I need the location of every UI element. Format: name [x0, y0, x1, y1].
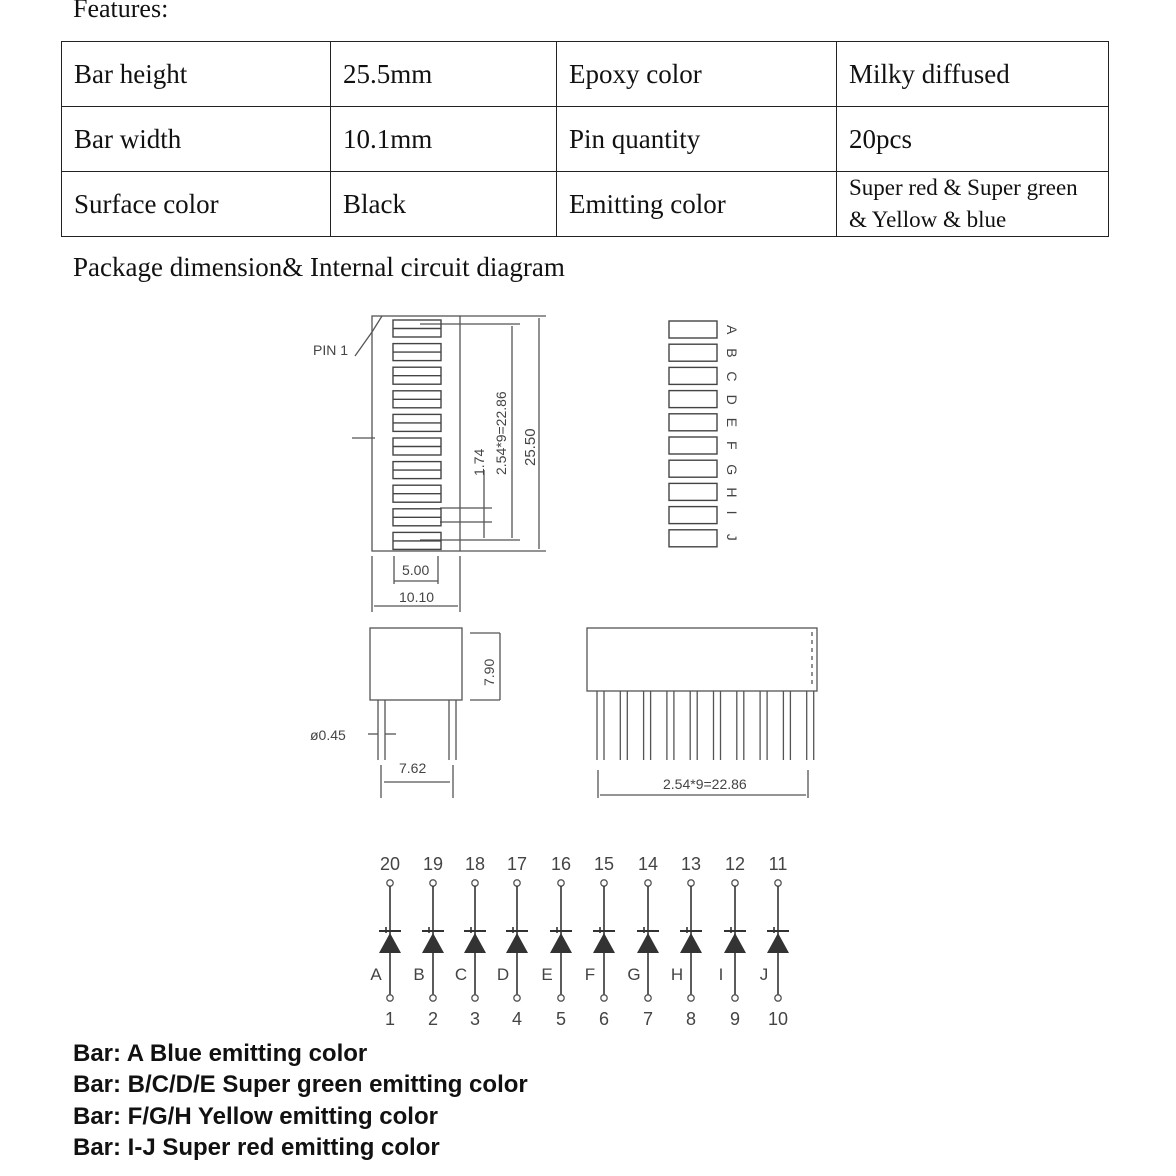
spec-label: Bar width	[62, 107, 331, 172]
led-diode-symbol	[637, 933, 659, 953]
segment-bar	[669, 344, 717, 361]
bottom-pin-number: 8	[685, 1009, 697, 1029]
bottom-pin-number: 4	[511, 1009, 523, 1029]
segment-letter: I	[724, 510, 740, 515]
pin-terminal	[601, 880, 607, 886]
led-diode-symbol	[593, 933, 615, 953]
spec-value-line2: & Yellow & blue	[849, 207, 1007, 232]
dim-row-spacing: 7.62	[399, 760, 427, 776]
pin-terminal	[601, 995, 607, 1001]
pin1-label: PIN 1	[313, 342, 349, 358]
pin-terminal	[558, 880, 564, 886]
bottom-pin-number: 1	[384, 1009, 396, 1029]
segment-bar	[669, 507, 717, 524]
spec-value: Super red & Super green & Yellow & blue	[837, 172, 1109, 237]
bottom-pin-number: 2	[427, 1009, 439, 1029]
bar-note: Bar: B/C/D/E Super green emitting color	[73, 1071, 528, 1098]
top-pin-number: 19	[422, 854, 444, 874]
segment-bar	[669, 437, 717, 454]
segment-letter: D	[724, 394, 740, 405]
top-pin-number: 15	[593, 854, 615, 874]
spec-label: Surface color	[62, 172, 331, 237]
top-pin-number: 20	[379, 854, 401, 874]
led-diode-symbol	[506, 933, 528, 953]
spec-value: 10.1mm	[331, 107, 557, 172]
dim-height: 25.50	[522, 428, 539, 466]
dim-depth: 7.90	[481, 658, 497, 686]
bottom-pin-number: 7	[642, 1009, 654, 1029]
led-diode-symbol	[767, 933, 789, 953]
pin-terminal	[558, 995, 564, 1001]
segment-letter: G	[724, 464, 740, 476]
dim-segment: 1.74	[471, 448, 487, 476]
pin-terminal	[732, 880, 738, 886]
pin-terminal	[732, 995, 738, 1001]
segment-bar	[669, 367, 717, 384]
segment-letter: J	[724, 533, 740, 541]
spec-value: 25.5mm	[331, 42, 557, 107]
circuit-letter: F	[584, 965, 596, 984]
circuit-letter: G	[627, 965, 641, 984]
segment-bar	[669, 460, 717, 477]
dim-pitch-vertical: 2.54*9=22.86	[493, 391, 509, 475]
dim-pitch-horizontal: 2.54*9=22.86	[663, 776, 747, 792]
pin-terminal	[645, 995, 651, 1001]
circuit-letter: D	[496, 965, 510, 984]
segment-bar	[669, 483, 717, 500]
bottom-pin-number: 10	[767, 1009, 789, 1029]
led-diode-symbol	[379, 933, 401, 953]
pin-terminal	[387, 880, 393, 886]
circuit-letter: C	[454, 965, 468, 984]
side-body-outline	[370, 628, 462, 700]
pin-terminal	[472, 880, 478, 886]
circuit-letter: H	[670, 965, 684, 984]
top-pin-number: 17	[506, 854, 528, 874]
pin-terminal	[514, 880, 520, 886]
segment-letter: A	[724, 325, 740, 335]
spec-label: Emitting color	[557, 172, 837, 237]
pin-terminal	[472, 995, 478, 1001]
spec-label: Epoxy color	[557, 42, 837, 107]
top-pin-number: 12	[724, 854, 746, 874]
led-diode-symbol	[464, 933, 486, 953]
circuit-letter: B	[413, 965, 425, 984]
circuit-letter: E	[541, 965, 553, 984]
top-pin-number: 13	[680, 854, 702, 874]
bottom-pin-number: 3	[469, 1009, 481, 1029]
bar-note: Bar: I-J Super red emitting color	[73, 1134, 440, 1161]
dim-inner-width: 5.00	[402, 562, 430, 578]
circuit-letter: I	[718, 965, 724, 984]
led-diode-symbol	[550, 933, 572, 953]
segment-bar	[669, 391, 717, 408]
spec-label: Bar height	[62, 42, 331, 107]
circuit-diagram	[370, 854, 789, 1029]
led-diode-symbol	[724, 933, 746, 953]
pin-terminal	[430, 880, 436, 886]
bottom-pin-number: 5	[555, 1009, 567, 1029]
bar-note: Bar: A Blue emitting color	[73, 1040, 368, 1067]
top-pin-number: 16	[550, 854, 572, 874]
package-heading: Package dimension& Internal circuit diagram	[73, 252, 565, 282]
circuit-letter: J	[759, 965, 769, 984]
dim-outer-width: 10.10	[399, 589, 435, 605]
front-segment-group	[393, 320, 441, 549]
segment-bar	[669, 414, 717, 431]
front-body-outline	[372, 316, 460, 551]
circuit-letter: A	[370, 965, 382, 984]
segment-letter: B	[724, 348, 740, 358]
spec-label: Pin quantity	[557, 107, 837, 172]
spec-value: Black	[331, 172, 557, 237]
spec-value: Milky diffused	[837, 42, 1109, 107]
dim-pin-diameter: ø0.45	[310, 727, 346, 743]
top-pin-number: 11	[768, 854, 788, 874]
segment-letter: F	[724, 441, 740, 450]
led-diode-symbol	[422, 933, 444, 953]
bar-note: Bar: F/G/H Yellow emitting color	[73, 1103, 438, 1130]
bottom-body-outline	[587, 628, 817, 691]
right-segment-group	[669, 321, 740, 547]
pin-terminal	[775, 995, 781, 1001]
top-pin-number: 14	[637, 854, 659, 874]
pin-terminal	[775, 880, 781, 886]
segment-letter: E	[724, 417, 740, 428]
spec-value: 20pcs	[837, 107, 1109, 172]
segment-letter: H	[724, 487, 740, 498]
segment-bar	[669, 530, 717, 547]
bottom-pin-group	[597, 691, 814, 760]
pin-terminal	[430, 995, 436, 1001]
bottom-pin-number: 9	[729, 1009, 741, 1029]
segment-bar	[669, 321, 717, 338]
pin-terminal	[688, 880, 694, 886]
top-pin-number: 18	[464, 854, 486, 874]
pin-terminal	[387, 995, 393, 1001]
bottom-pin-number: 6	[598, 1009, 610, 1029]
segment-letter: C	[724, 371, 740, 382]
features-heading: Features:	[73, 0, 169, 23]
pin-terminal	[688, 995, 694, 1001]
led-diode-symbol	[680, 933, 702, 953]
pin-terminal	[645, 880, 651, 886]
pin-terminal	[514, 995, 520, 1001]
